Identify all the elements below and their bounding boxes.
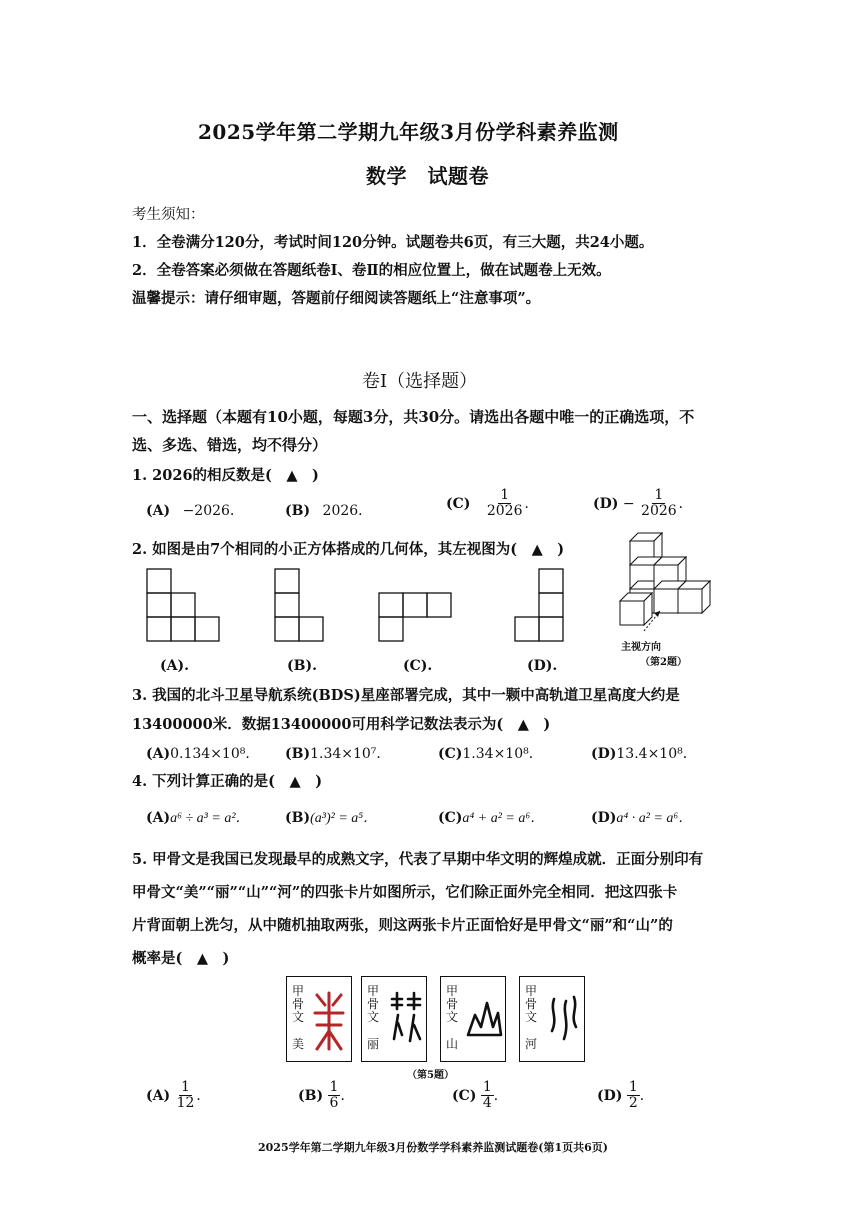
q5-c-numerator: 1 (482, 1079, 492, 1095)
q4-option-c (438, 807, 544, 827)
q3-a-text: 0.134×10⁸． (170, 746, 260, 762)
q1-c-numerator: 1 (500, 487, 510, 503)
oracle-li-glyph (388, 989, 424, 1053)
q5-b-denominator: 6 (329, 1095, 339, 1112)
q1-b-label: (B) (285, 503, 311, 519)
q3-option-b (285, 743, 390, 763)
oracle-he-glyph (544, 991, 580, 1051)
q1-stem: 1. 2026的相反数是( ▲ ) (132, 467, 319, 484)
q1-b-text: 2026． (322, 503, 373, 519)
q5-card-prefix: 甲骨文 (292, 984, 305, 1024)
q3-option-d (591, 743, 697, 763)
q5-card-prefix: 甲骨文 (446, 984, 459, 1024)
q5-b-fraction (328, 1080, 341, 1112)
page-title: 2025学年第二学期九年级3月份学科素养监测 (198, 120, 619, 144)
q5-d-fraction (627, 1080, 640, 1112)
q4-a-label: (A) (146, 810, 171, 826)
q5-figure-label: （第5题） (407, 1070, 454, 1081)
q5-a-denominator: 12 (176, 1095, 195, 1112)
q5-card-li (361, 976, 427, 1062)
q3-c-label: (C) (438, 746, 463, 762)
q3-stem-line1: 3. 我国的北斗卫星导航系统(BDS)星座部署完成，其中一颗中高轨道卫星高度大约是 (132, 687, 680, 704)
q5-line4: 概率是( ▲ ) (132, 950, 230, 967)
q5-c-fraction (481, 1080, 494, 1112)
q2-stem: 2. 如图是由7个相同的小正方体搭成的几何体，其左视图为( ▲ ) (132, 541, 565, 558)
q2-label-b: (B). (287, 658, 317, 674)
q5-line2: 甲骨文“美”“丽”“山”“河”的四张卡片如图所示，它们除正面外完全相同．把这四张卡 (132, 884, 678, 901)
q5-card-char: 丽 (367, 1037, 380, 1051)
q3-b-label: (B) (285, 746, 311, 762)
q4-c-text: a⁴ + a² = a⁶． (462, 811, 545, 826)
q4-option-d (591, 807, 692, 827)
q5-line1: 5. 甲骨文是我国已发现最早的成熟文字，代表了早期中华文明的辉煌成就．正面分别印有 (132, 851, 704, 868)
section-intro-line2: 选、多选、错选，均不得分） (132, 436, 328, 454)
q2-view-d (514, 568, 566, 641)
q5-card-prefix: 甲骨文 (367, 984, 380, 1024)
q4-b-label: (B) (285, 810, 311, 826)
q5-card-prefix: 甲骨文 (525, 984, 538, 1024)
q3-option-a (146, 743, 259, 763)
q1-c-fraction (485, 488, 525, 520)
q5-d-label: (D) (597, 1087, 623, 1104)
q4-stem: 4. 下列计算正确的是( ▲ ) (132, 773, 323, 790)
q2-cube-figure (616, 533, 716, 643)
q3-stem-line2: 13400000米．数据13400000可用科学记数法表示为( ▲ ) (132, 716, 551, 733)
q3-option-c (438, 743, 543, 763)
page-footer: 2025学年第二学期九年级3月份数学学科素养监测试题卷(第1页共6页) (258, 1141, 608, 1154)
q5-a-fraction (175, 1080, 197, 1112)
q5-line3: 片背面朝上洗匀，从中随机抽取两张，则这两张卡片正面恰好是甲骨文“丽”和“山”的 (132, 917, 673, 934)
q4-d-text: a⁴ · a² = a⁶． (616, 811, 693, 826)
q5-d-numerator: 1 (628, 1079, 638, 1095)
q5-option-c (452, 1080, 508, 1112)
q5-option-b (298, 1080, 354, 1112)
q2-view-b (274, 568, 326, 641)
q1-option-c (446, 488, 538, 520)
q1-c-label: (C) (446, 495, 471, 512)
q2-figure-label: （第2题） (640, 657, 687, 668)
q4-b-text: (a³)² = a⁵． (310, 811, 378, 826)
q5-c-denominator: 4 (482, 1095, 492, 1112)
q5-b-numerator: 1 (329, 1079, 339, 1095)
q1-option-b (285, 500, 372, 520)
q5-d-denominator: 2 (628, 1095, 638, 1112)
q5-card-he (519, 976, 585, 1062)
q1-d-numerator: 1 (654, 487, 664, 503)
q1-option-d (593, 488, 693, 520)
q1-d-sign: − (622, 495, 635, 512)
q5-c-label: (C) (452, 1087, 477, 1104)
notice-item-1: 1．全卷满分120分，考试时间120分钟。试题卷共6页，有三大题，共24小题。 (132, 234, 654, 251)
q4-option-b (285, 807, 377, 827)
q4-d-label: (D) (591, 810, 617, 826)
q5-option-d (597, 1080, 654, 1112)
q2-label-d: (D). (527, 658, 558, 674)
q3-c-text: 1.34×10⁸． (462, 746, 543, 762)
q2-figure-caption: 主视方向 (621, 642, 661, 653)
section-title: 卷Ⅰ（选择题） (362, 371, 478, 392)
q5-card-shan (440, 976, 506, 1062)
q1-c-denominator: 2026 (486, 503, 523, 520)
q5-card-char: 山 (446, 1037, 459, 1051)
q5-b-end: ． (340, 1087, 355, 1104)
q5-option-a (146, 1080, 210, 1112)
q1-d-denominator: 2026 (641, 503, 677, 520)
q2-label-c: (C). (403, 658, 433, 674)
page-subtitle: 数学 试题卷 (366, 164, 489, 188)
q1-d-end: ． (678, 495, 693, 512)
q5-card-char: 河 (525, 1037, 538, 1051)
q5-a-numerator: 1 (181, 1079, 190, 1095)
q5-a-label: (A) (146, 1087, 171, 1104)
q5-card-char: 美 (292, 1037, 305, 1051)
q1-c-end: ． (524, 495, 539, 512)
q5-d-end: ． (639, 1087, 654, 1104)
q3-a-label: (A) (146, 746, 171, 762)
q1-a-text: −2026． (182, 503, 244, 519)
q1-d-label: (D) (593, 495, 619, 512)
q2-label-a: (A). (160, 658, 189, 674)
oracle-shan-glyph (465, 997, 503, 1041)
oracle-mei-glyph (311, 991, 347, 1055)
warm-tip: 温馨提示：请仔细审题，答题前仔细阅读答题纸上“注意事项”。 (132, 290, 541, 307)
q1-a-label: (A) (146, 503, 171, 519)
q3-d-text: 13.4×10⁸． (616, 746, 697, 762)
q5-b-label: (B) (298, 1087, 324, 1104)
notice-heading: 考生须知： (132, 207, 205, 223)
q1-d-fraction (639, 488, 679, 520)
q2-view-c (378, 592, 453, 642)
q4-option-a (146, 807, 250, 827)
q5-c-end: ． (493, 1087, 508, 1104)
q1-option-a (146, 500, 244, 520)
notice-item-2: 2．全卷答案必须做在答题纸卷Ⅰ、卷Ⅱ的相应位置上，做在试题卷上无效。 (132, 262, 611, 279)
section-intro-line1: 一、选择题（本题有10小题，每题3分，共30分。请选出各题中唯一的正确选项，不 (132, 408, 695, 426)
q4-c-label: (C) (438, 810, 463, 826)
q5-card-mei (286, 976, 352, 1062)
q2-view-a (146, 568, 221, 641)
q4-a-text: a⁶ ÷ a³ = a²． (170, 811, 250, 826)
q5-a-end: ． (196, 1087, 211, 1104)
q3-d-label: (D) (591, 746, 617, 762)
q3-b-text: 1.34×10⁷． (310, 746, 391, 762)
